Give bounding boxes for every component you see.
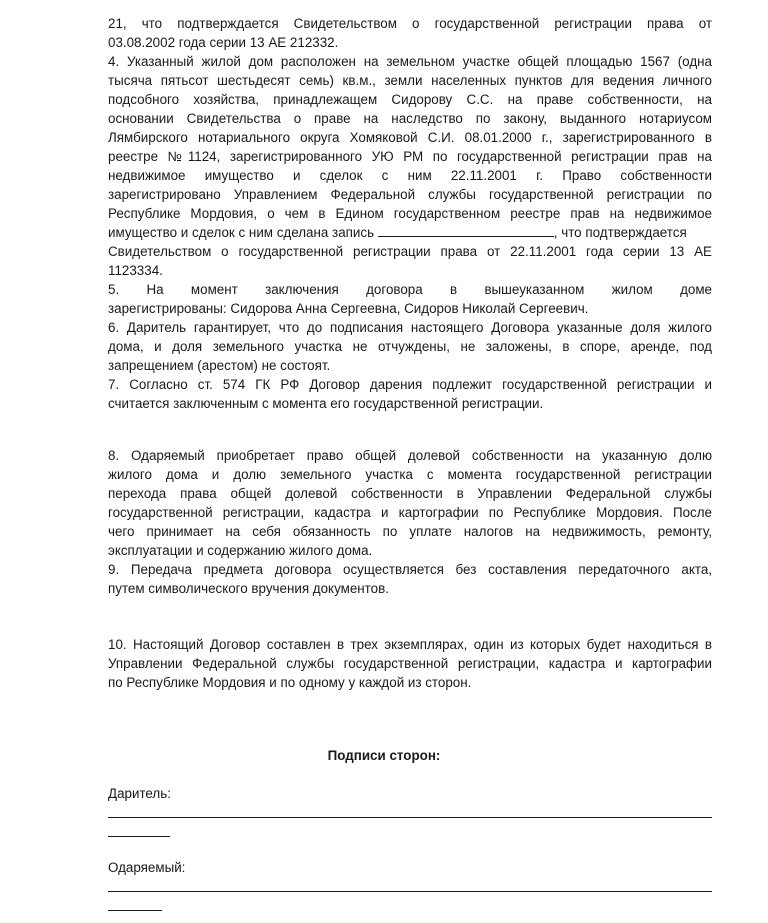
- donor-signature-line: [108, 817, 712, 818]
- signatures-heading: Подписи сторон:: [327, 748, 441, 763]
- text-line: запрещением (арестом) не состоят.: [108, 358, 331, 373]
- text-line: подсобного хозяйства, принадлежащем Сидорову С.С. на праве собственности, на: [108, 92, 712, 107]
- text-line: 7. Согласно ст. 574 ГК РФ Договор дарения подлежит государственной регистрации и: [108, 377, 712, 392]
- text-line: 03.08.2002 года серии 13 АЕ 212332.: [108, 35, 339, 50]
- text-line: считается заключенным с момента его государственной регистрации.: [108, 396, 544, 411]
- text-line: 8. Одаряемый приобретает право общей долевой собственности на указанную долю: [108, 448, 712, 463]
- text-fragment: , что подтверждается: [553, 225, 687, 240]
- donee-signature-line: [108, 891, 712, 892]
- text-line-with-blank: [108, 223, 712, 242]
- text-line: чего принимает на себя обязанность по уплате налогов на недвижимость, ремонту,: [108, 524, 712, 539]
- donor-label: Даритель:: [108, 786, 171, 801]
- text-line: зарегистрировано Управлением Федеральной службы государственной регистрации по: [108, 187, 712, 202]
- text-fragment: имущество и сделок с ним сделана запись: [108, 225, 375, 240]
- text-line: зарегистрированы: Сидорова Анна Сергеевна, Сидоров Николай Сергеевич.: [108, 301, 589, 316]
- donee-signature-line-end: [108, 910, 162, 911]
- text-line: 21, что подтверждается Свидетельством о государственной регистрации права от: [108, 16, 712, 31]
- text-line: 5. На момент заключения договора в вышеуказанном жилом доме: [108, 282, 712, 297]
- text-line: 1123334.: [108, 263, 163, 278]
- text-line: эксплуатации и содержанию жилого дома.: [108, 543, 373, 558]
- text-line: перехода права общей долевой собственности в Управлении Федеральной службы: [108, 486, 712, 501]
- paragraph-8-9: [108, 446, 712, 598]
- text-line: государственной регистрации, кадастра и картографии по Республике Мордовия. После: [108, 505, 712, 520]
- donee-label: Одаряемый:: [108, 860, 186, 875]
- text-line: 9. Передача предмета договора осуществляется без составления передаточного акта,: [108, 562, 712, 577]
- text-line: жилого дома и долю земельного участка с момента государственной регистрации: [108, 467, 712, 482]
- paragraph-3-4: [108, 14, 712, 413]
- text-line: недвижимое имущество и сделок с ним 22.11.2001 г. Право собственности: [108, 168, 712, 183]
- text-line: тысяча пятьсот шестьдесят семь) кв.м., земли населенных пунктов для ведения личного: [108, 73, 712, 88]
- text-line: реестре №1124, зарегистрированного УЮ РМ по государственной регистрации прав на: [108, 149, 712, 164]
- text-line: Управлении Федеральной службы государственной регистрации, кадастра и картографии: [108, 656, 712, 671]
- text-line: 6. Даритель гарантирует, что до подписания настоящего Договора указанные доля жилого: [108, 320, 712, 335]
- text-line: Республике Мордовия, о чем в Едином государственном реестре прав на недвижимое: [108, 206, 712, 221]
- text-line: 10. Настоящий Договор составлен в трех экземплярах, один из которых будет находиться в: [108, 637, 712, 652]
- text-line: Свидетельством о государственной регистрации права от 22.11.2001 года серии 13 АЕ: [108, 244, 712, 259]
- donor-signature-line-end: [108, 836, 170, 837]
- text-line: основании Свидетельства о праве на наследство по закону, выданного нотариусом: [108, 111, 712, 126]
- text-line: Лямбирского нотариального округа Хомяковой С.И. 08.01.2000 г., зарегистрированного в: [108, 130, 712, 145]
- text-line: дома, и доля земельного участка не отчуждены, не заложены, в споре, аренде, под: [108, 339, 712, 354]
- paragraph-10: [108, 635, 712, 692]
- text-line: путем символического вручения документов.: [108, 581, 389, 596]
- text-line: 4. Указанный жилой дом расположен на земельном участке общей площадью 1567 (одна: [108, 54, 712, 69]
- text-line: по Республике Мордовия и по одному у каждой из сторон.: [108, 675, 472, 690]
- fill-in-blank: [378, 224, 554, 237]
